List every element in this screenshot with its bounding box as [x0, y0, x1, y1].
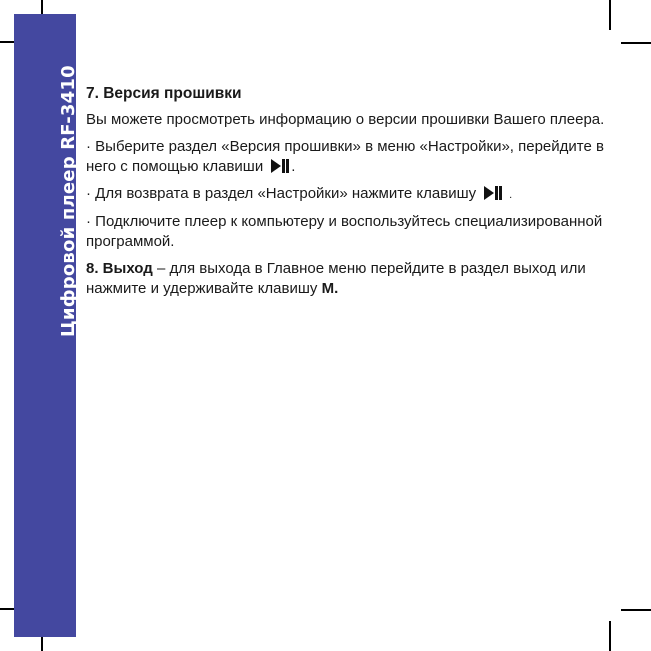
exit-key: M — [321, 280, 335, 297]
play-pause-icon — [271, 159, 289, 173]
firmware-bullet-1-end: . — [291, 158, 296, 175]
crop-mark-bottom-right-horizontal — [621, 609, 651, 611]
firmware-bullet-1 — [86, 137, 606, 177]
play-pause-icon — [484, 186, 502, 200]
firmware-bullet-2-end: . — [509, 189, 513, 201]
page-content — [86, 84, 606, 306]
sidebar-title: Цифровой плеер RF-3410 — [58, 65, 79, 337]
crop-mark-top-right-horizontal — [621, 42, 651, 44]
firmware-bullet-3: · Подключите плеер к компьютеру и воспользуйтесь специализированной программой. — [86, 213, 603, 250]
exit-paragraph — [86, 259, 606, 299]
firmware-bullet-2 — [86, 184, 606, 205]
firmware-bullet-2-text: · Для возврата в раздел «Настройки» нажмите клавишу — [86, 185, 477, 202]
exit-end: . — [334, 280, 339, 297]
section-heading-firmware: 7. Версия прошивки — [86, 85, 242, 102]
section-heading-exit: 8. Выход — [86, 260, 153, 277]
exit-text: – для выхода в Главное меню перейдите в раздел выход или нажмите и удерживайте клавишу — [86, 260, 586, 297]
firmware-intro: Вы можете просмотреть информацию о версии прошивки Вашего плеера. — [86, 111, 605, 128]
crop-mark-bottom-right-vertical — [609, 621, 611, 651]
firmware-bullet-1-text: · Выберите раздел «Версия прошивки» в меню «Настройки», перейдите в него с помощью клавиши — [86, 138, 604, 175]
crop-mark-top-right-vertical — [609, 0, 611, 30]
